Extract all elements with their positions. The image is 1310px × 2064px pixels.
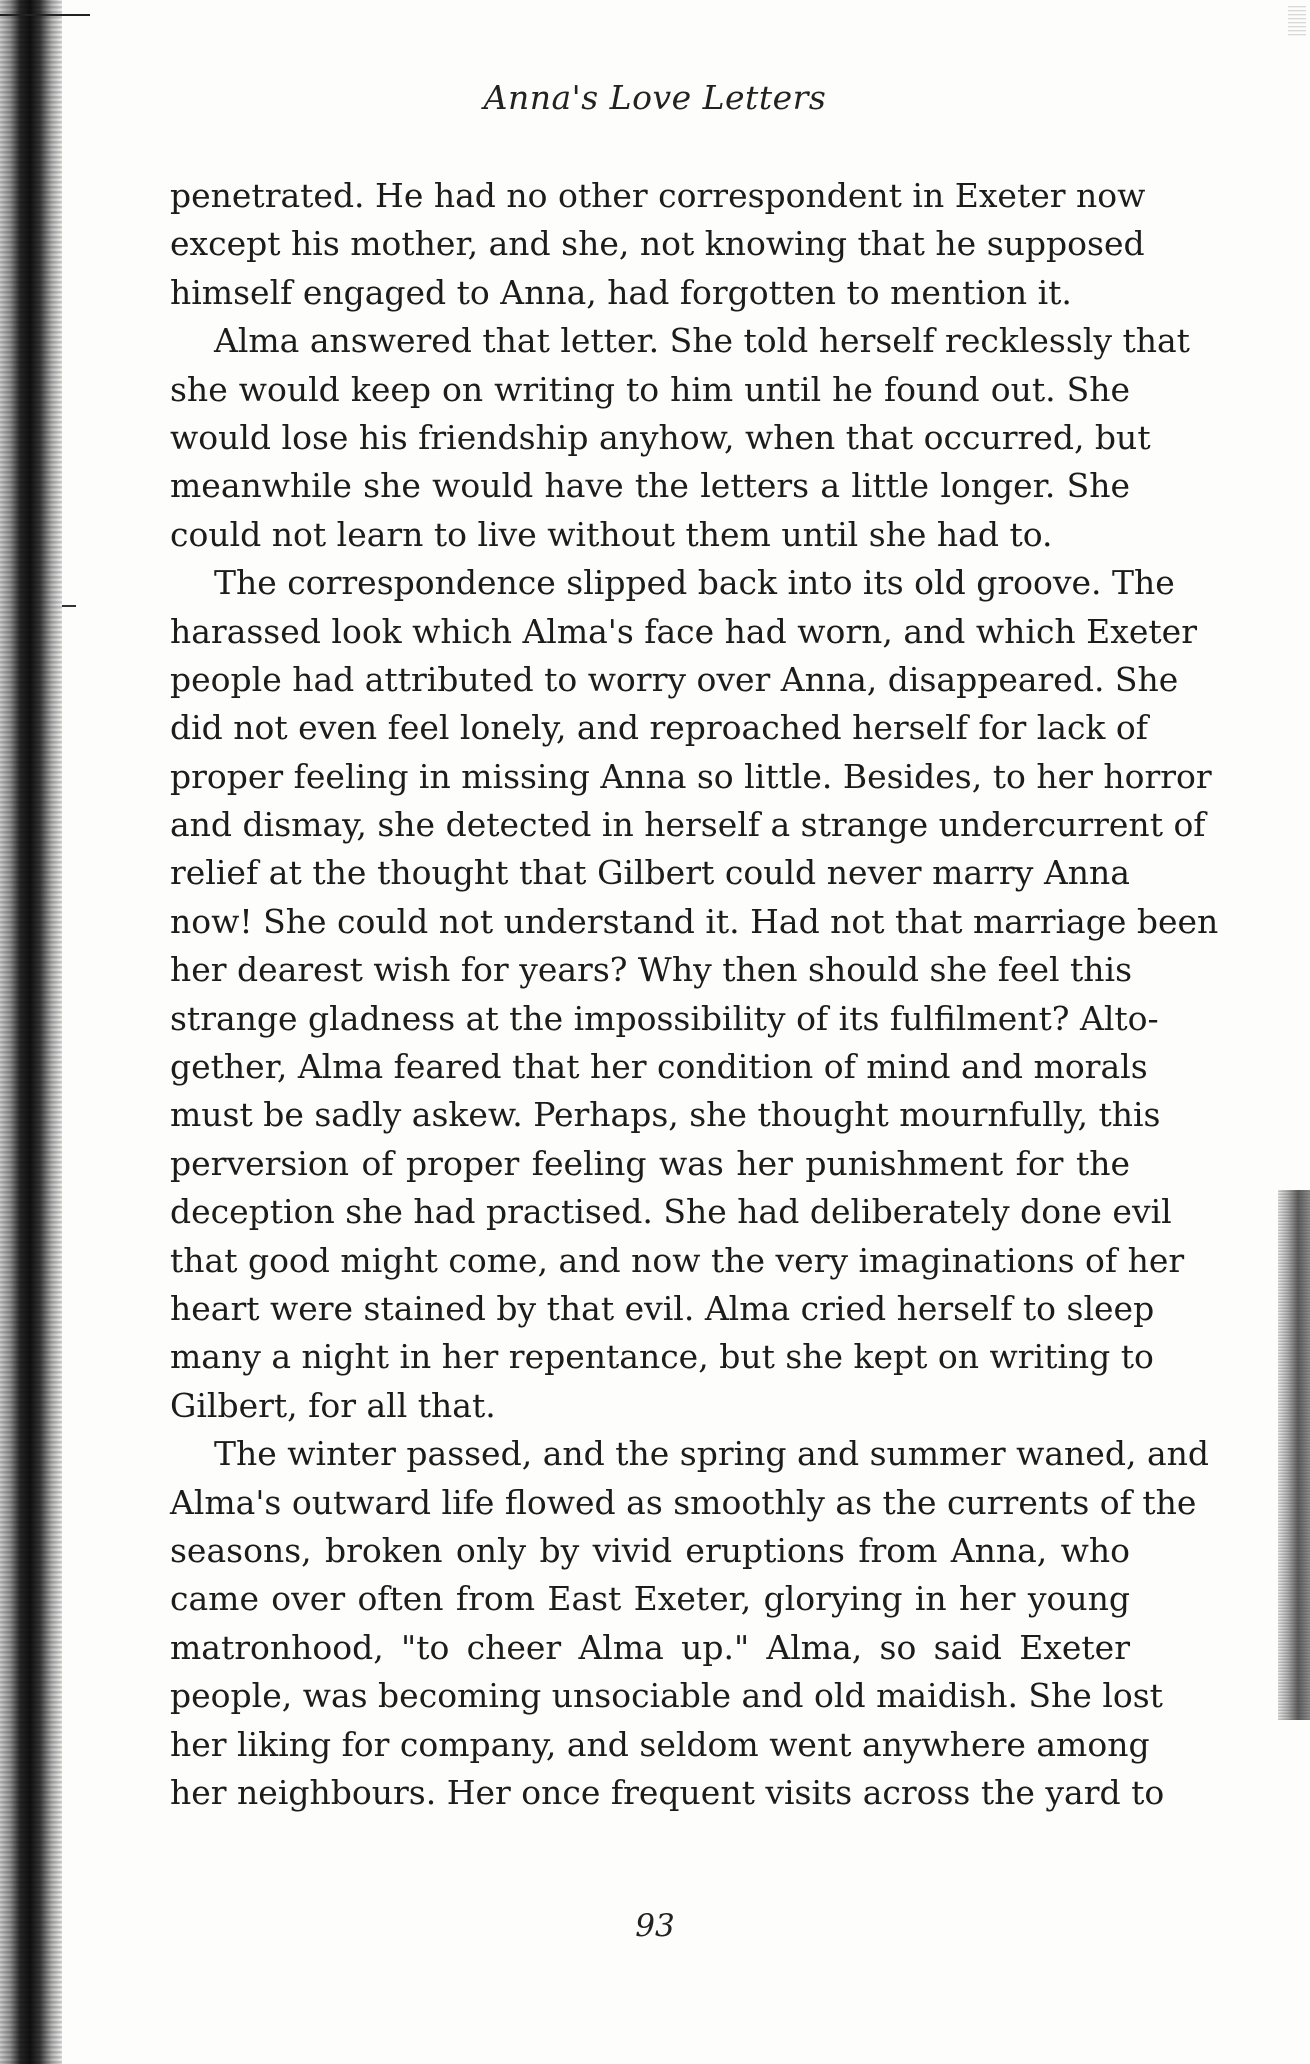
text-line: her liking for company, and seldom went anywhere among	[170, 1724, 1150, 1764]
text-line: perversion of proper feeling was her punishment for the	[170, 1143, 1130, 1183]
text-line: deception she had practised. She had deliberately done evil	[170, 1192, 1172, 1232]
text-line: strange gladness at the impossibility of its fulfilment? Alto-	[170, 998, 1159, 1038]
text-line: Alma's outward life flowed as smoothly as the currents of the	[170, 1482, 1197, 1522]
text-line: The correspondence slipped back into its old groove. The	[214, 563, 1175, 603]
scan-corner-speck	[1288, 6, 1306, 36]
scan-right-edge-shadow	[1278, 1190, 1310, 1720]
text-line: her dearest wish for years? Why then should she feel this	[170, 950, 1133, 990]
text-line: relief at the thought that Gilbert could never marry Anna	[170, 853, 1130, 893]
text-line: meanwhile she would have the letters a little longer. She	[170, 466, 1130, 506]
text-line: people, was becoming unsociable and old maidish. She lost	[170, 1676, 1163, 1716]
running-head: Anna's Love Letters	[483, 78, 827, 117]
text-line: heart were stained by that evil. Alma cried herself to sleep	[170, 1288, 1155, 1328]
text-line: Gilbert, for all that.	[170, 1385, 496, 1425]
text-line: would lose his friendship anyhow, when that occurred, but	[170, 417, 1151, 457]
text-line: that good might come, and now the very imaginations of her	[170, 1240, 1185, 1280]
text-line: except his mother, and she, not knowing that he supposed	[170, 224, 1145, 264]
page-number: 93	[635, 1908, 675, 1944]
text-line: now! She could not understand it. Had not that marriage been	[170, 901, 1219, 941]
text-line: seasons, broken only by vivid eruptions from Anna, who	[170, 1530, 1130, 1570]
text-line: many a night in her repentance, but she kept on writing to	[170, 1337, 1154, 1377]
text-line: penetrated. He had no other correspondent in Exeter now	[170, 176, 1146, 215]
text-line: and dismay, she detected in herself a strange undercurrent of	[170, 805, 1206, 845]
text-line: she would keep on writing to him until he found out. She	[170, 369, 1130, 409]
text-line: himself engaged to Anna, had forgotten to mention it.	[170, 272, 1072, 312]
text-line: harassed look which Alma's face had worn, and which Exeter	[170, 611, 1197, 651]
body-text	[170, 172, 1219, 1817]
text-line: must be sadly askew. Perhaps, she thought mournfully, this	[170, 1095, 1161, 1135]
text-line: matronhood, "to cheer Alma up." Alma, so said Exeter	[170, 1627, 1130, 1667]
scan-edge-mark	[0, 0, 90, 16]
text-line: did not even feel lonely, and reproached herself for lack of	[170, 708, 1148, 748]
text-line: gether, Alma feared that her condition of mind and morals	[170, 1047, 1148, 1087]
text-line: came over often from East Exeter, glorying in her young	[170, 1579, 1130, 1619]
text-line: proper feeling in missing Anna so little. Besides, to her horror	[170, 756, 1212, 796]
scan-spine-shadow	[0, 0, 62, 2064]
text-line: Alma answered that letter. She told herself recklessly that	[214, 321, 1190, 361]
text-line: her neighbours. Her once frequent visits across the yard to	[170, 1772, 1165, 1812]
text-line: people had attributed to worry over Anna, disappeared. She	[170, 659, 1179, 699]
text-line: The winter passed, and the spring and summer waned, and	[214, 1434, 1209, 1474]
text-line: could not learn to live without them until she had to.	[170, 514, 1053, 554]
scan-margin-tick	[62, 605, 76, 607]
